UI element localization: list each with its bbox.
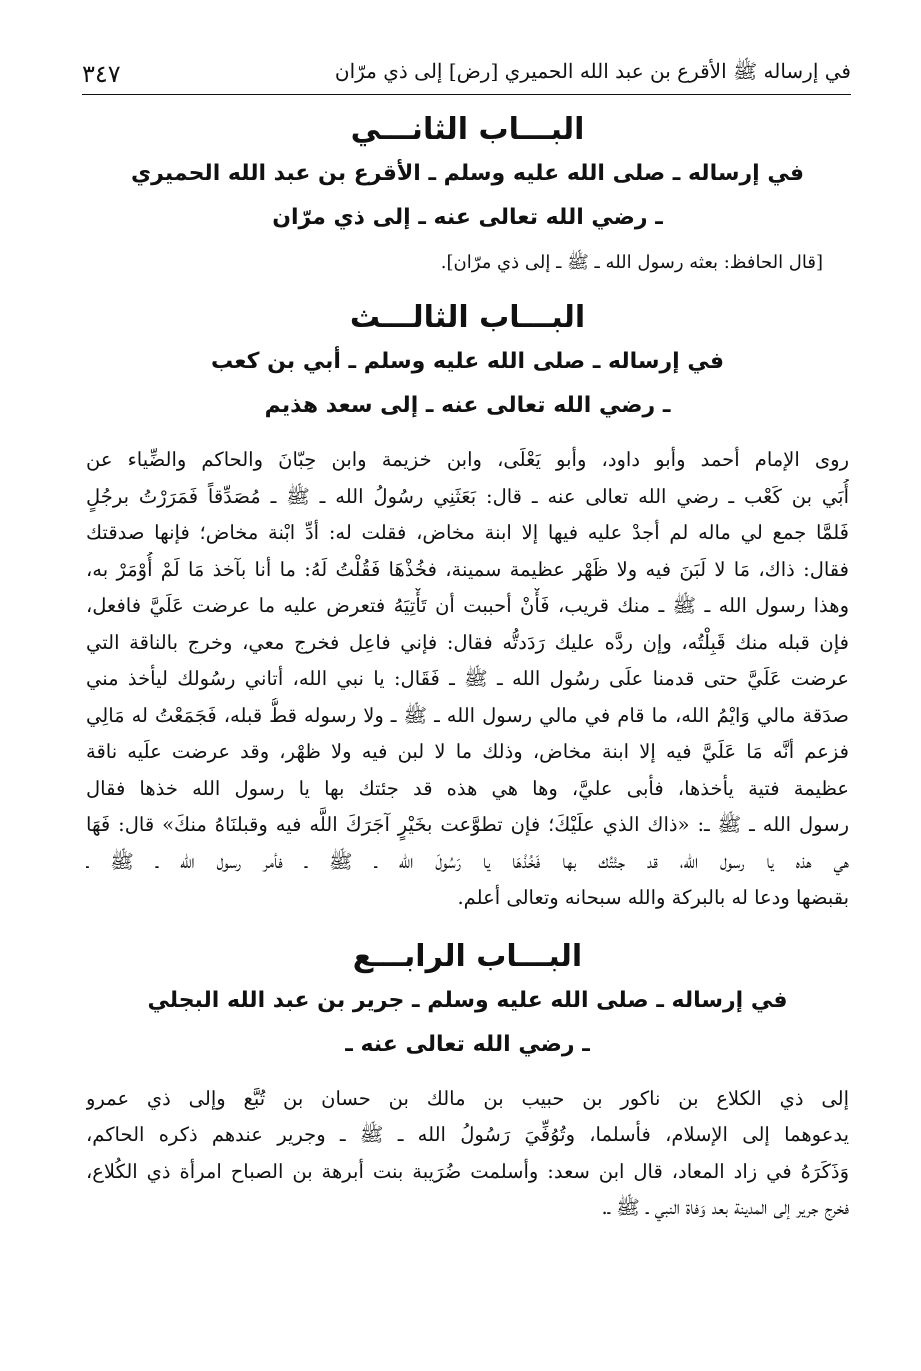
chapter-4-subtitle-line-1: في إرساله ـ صلى الله عليه وسلم ـ جرير بن عبد الله البجلي <box>147 987 788 1013</box>
page-header <box>82 48 851 95</box>
body-line: روى الإمام أحمد وأبو داود، وأبو يَعْلَى، وابن خزيمة وابن حِبّانَ والحاكم والضِّياء عن <box>86 448 849 471</box>
page-number: ٣٤٧ <box>82 60 121 88</box>
chapter-3-heading: البـــاب الثالـــث <box>349 300 586 335</box>
section-gap <box>86 917 849 935</box>
chapter-4-subtitle-line-2: ـ رضي الله تعالى عنه ـ <box>345 1031 590 1057</box>
body-line: فَلمَّا جمع لي ماله لم أجدْ عليه فيها إلا ابنة مخاض، فقلت له: أدِّ ابْنة مخاض؛ فإنها صدقتك <box>86 521 849 544</box>
body-line: يدعوهما إلى الإسلام، فأسلما، وتُوُفِّيَ رَسُولُ الله ـ ﷺ ـ وجرير عندهم ذكره الحاكم، <box>86 1123 849 1146</box>
body-line: إلى ذي الكلاع بن ناكور بن حبيب بن مالك بن حسان بن تُبَّع وإلى ذي عمرو <box>86 1086 849 1110</box>
body-line: فخرج جرير إلى المدينة بعد وَفاة النبي ـ ﷺ ـ. <box>601 1196 849 1219</box>
body-line: عظيمة فتية يأخذها، فأبى عليَّ، وها هي هذه قد جئتك بها يا رسول الله خذها فقال <box>86 776 849 800</box>
body-line: هي هذه يا رسول الله، قد جئْتُك بها فَخُذْهَا يا رَسُولَ الله ـ ﷺ ـ فأمر رسول الله ـ ﷺ ـ <box>86 849 849 873</box>
chapter-3 <box>86 296 849 917</box>
chapter-2-subtitle-line-2: ـ رضي الله تعالى عنه ـ إلى ذي مرّان <box>272 205 663 230</box>
body-line: فزعم أنَّه مَا عَلَيَّ فيه إلا ابنة مخاض، وذلك ما لا لبن فيه ولا ظهْر، وقد عرضت علَيه ناقة <box>86 740 849 763</box>
chapter-4 <box>86 935 849 1227</box>
body-line: بقبضها ودعا له بالبركة والله سبحانه وتعالى أعلم. <box>457 886 849 909</box>
chapter-4-heading: البـــاب الرابـــع <box>352 938 583 974</box>
chapter-2 <box>86 108 849 278</box>
chapter-4-body <box>86 1081 849 1227</box>
body-line: أُبَي بن كَعْب ـ رضي الله تعالى عنه ـ قال: بَعَثَنِي رسُولُ الله ـ ﷺ ـ مُصَدِّقاً فَمَرَرْتُ برجُلٍ <box>86 484 849 508</box>
running-title: في إرساله ﷺ الأقرع بن عبد الله الحميري [رض] إلى ذي مرّان <box>334 59 851 83</box>
body-line: وَذَكَرَهُ في زاد المعاد، قال ابن سعد: وأسلمت ضُرَيبة بنت أبرهة بن الصباح امرأة ذي الكُلاع، <box>86 1159 849 1183</box>
chapter-2-note: [قال الحافظ: بعثه رسول الله ـ ﷺ ـ إلى ذي مرّان]. <box>440 252 823 273</box>
body-line: رسول الله ـ ﷺ ـ: «ذاك الذي علَيْكَ؛ فإن تطوَّعت بخَيْرٍ آجَرَكَ اللَّه فيه وقبلنَاهُ منكَ» قال: فَهَا <box>86 813 849 836</box>
chapter-3-subtitle-line-2: ـ رضي الله تعالى عنه ـ إلى سعد هذيم <box>264 393 671 418</box>
chapter-2-heading: البـــاب الثانـــي <box>350 112 585 147</box>
body-line: عرضت عَلَيَّ حتى قدمنا علَى رسُول الله ـ ﷺ ـ فَقَال: يا نبي الله، أتاني رسُولك ليأخذ مني <box>86 667 849 690</box>
page-content <box>86 108 849 1227</box>
body-line: فقال: ذاك، مَا لا لَبَنَ فيه ولا ظَهْر عظيمة سمينة، فخُذْهَا فَقُلْتُ لَهُ: ما أنا بآخذ مَا لَمْ أُوْمَرْ به، <box>86 557 849 581</box>
body-line: فإن قبله منك قَبِلْتُه، وإن ردَّه عليك رَدَدتُّه فقال: فإني فاعِل فخرج معي، وخرج بالناقة التي <box>86 630 849 654</box>
body-line: وهذا رسول الله ـ ﷺ ـ منك قريب، فَأْنْ أحببت أن تَأْتِيَهُ فتعرض عليه ما عرضت عَلَيَّ فافعل، <box>86 594 849 617</box>
chapter-2-subtitle-line-1: في إرساله ـ صلى الله عليه وسلم ـ الأقرع بن عبد الله الحميري <box>131 161 804 186</box>
chapter-3-subtitle-line-1: في إرساله ـ صلى الله عليه وسلم ـ أبي بن كعب <box>210 349 725 374</box>
body-line: صدَقة مالي وَايْمُ الله، ما قام في مالي رسول الله ـ ﷺ ـ ولا رسوله قطُّ قبله، فَجَمَعْتُ له مَالِي <box>86 703 849 727</box>
chapter-3-body <box>86 442 849 917</box>
